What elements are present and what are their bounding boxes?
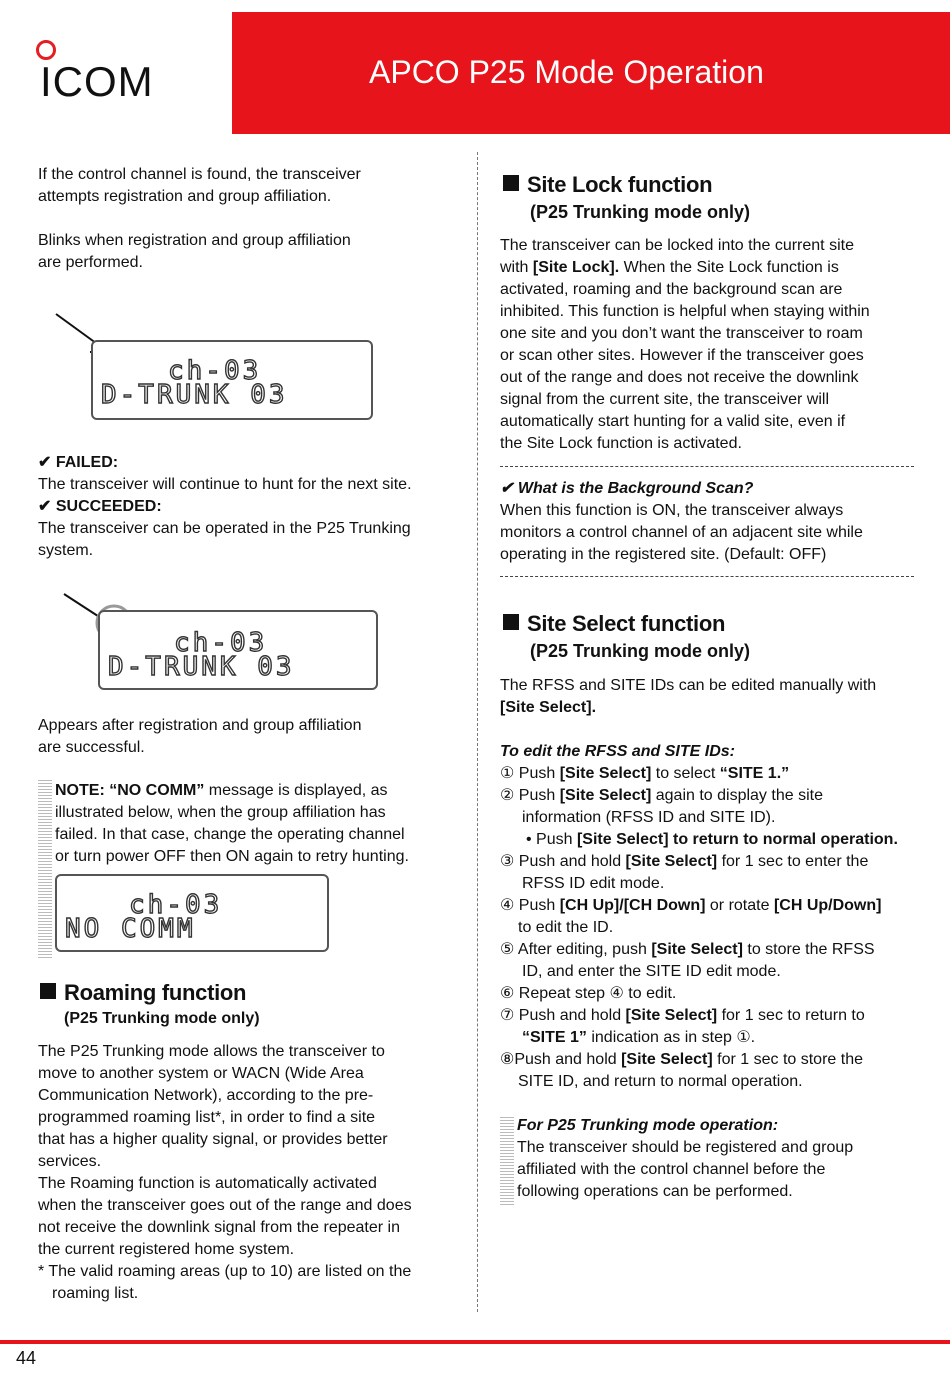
site-select-body: The RFSS and SITE IDs can be edited manually with [Site Select]. — [500, 677, 877, 716]
intro-paragraph: If the control channel is found, the transceiver attempts registration and group affiliation. — [38, 166, 361, 205]
square-bullet-icon — [503, 614, 519, 630]
square-bullet-icon — [503, 175, 519, 191]
lcd-display-registered: ch-03 D-TRUNK 03 — [98, 610, 378, 690]
site-select-heading: Site Select function — [503, 611, 725, 637]
site-lock-body: The transceiver can be locked into the current site with [Site Lock]. When the Site Lock function is activated, roaming and the background scan are inhibited. This function is helpful when staying within one site and you don’t want the transceiver to roam or scan other sites. However if the transceiver goes out of the range and does not receive the downlink signal from the current site, the transceiver will automatically start hunting for a valid site, even if the Site Lock function is activated. — [500, 237, 870, 452]
background-scan-box: ✔ What is the Background Scan? When this function is ON, the transceiver always monitors a control channel of an adjacent site while operating in the registered site. (Default: OFF) — [500, 480, 863, 563]
column-divider — [477, 152, 478, 1312]
footer-rule — [0, 1340, 950, 1344]
lcd-display-no-comm: ch-03 NO COMM — [55, 874, 329, 952]
edit-steps: To edit the RFSS and SITE IDs: ① Push [Site Select] to select “SITE 1.” ② Push [Site Select] again to display the site information (RFSS ID and SITE ID). • Push [Site Select] to return to normal operation. ③ Push and hold [Site Select] for 1 sec to enter the RFSS ID edit mode. ④ Push [CH Up]/[CH Down] or rotate [CH Up/Down] to edit the ID. ⑤ After editing, push [Site Select] to store the RFSS ID, and enter the SITE ID edit mode. ⑥ Repeat step ④ to edit. ⑦ Push and hold [Site Select] for 1 sec to return to “SITE 1” indication as in step ①. ⑧Push and hold [Site Select] for 1 sec to store the SITE ID, and return to normal operation. — [500, 743, 898, 1090]
lcd-display-hunting: ch-03 D-TRUNK 03 — [91, 340, 373, 420]
appears-paragraph: Appears after registration and group affiliation are successful. — [38, 717, 362, 756]
result-paragraph: ✔ FAILED: The transceiver will continue to hunt for the next site. ✔ SUCCEEDED: The transceiver can be operated in the P25 Trunking system. — [38, 454, 412, 559]
roaming-body: The P25 Trunking mode allows the transceiver to move to another system or WACN (Wide Area Communication Network), according to the pre- programmed roaming list*, in order to find a site that has a higher quality signal, or provides better services. The Roaming function is automatically activated when the transceiver goes out of the range and does not receive the downlink signal from the repeater in the current registered home system. * The valid roaming areas (up to 10) are listed on the roaming list. — [38, 1043, 412, 1302]
logo-ring-icon — [36, 40, 56, 60]
operation-note: For P25 Trunking mode operation: The transceiver should be registered and group affiliated with the control channel before the following operations can be performed. — [517, 1117, 854, 1200]
dashed-rule — [500, 576, 914, 577]
note-marker-bar — [500, 1115, 514, 1205]
square-bullet-icon — [40, 983, 56, 999]
icom-logo — [36, 40, 166, 110]
header-banner — [232, 12, 950, 134]
site-select-subheading: (P25 Trunking mode only) — [530, 641, 751, 661]
blink-paragraph: Blinks when registration and group affiliation are performed. — [38, 232, 351, 271]
site-lock-heading: Site Lock function — [503, 172, 712, 198]
roaming-subheading: (P25 Trunking mode only) — [64, 1010, 260, 1027]
no-comm-note: NOTE: “NO COMM” message is displayed, as illustrated below, when the group affiliation has failed. In that case, change the operating channel or turn power OFF then ON again to retry hunting. — [55, 782, 409, 865]
page-title: APCO P25 Mode Operation — [369, 54, 764, 90]
dashed-rule — [500, 466, 914, 467]
page-number: 44 — [16, 1348, 37, 1368]
site-lock-subheading: (P25 Trunking mode only) — [530, 202, 751, 222]
note-marker-bar — [38, 780, 52, 958]
roaming-heading: Roaming function — [40, 980, 246, 1006]
logo-text: ICOM — [40, 58, 154, 105]
